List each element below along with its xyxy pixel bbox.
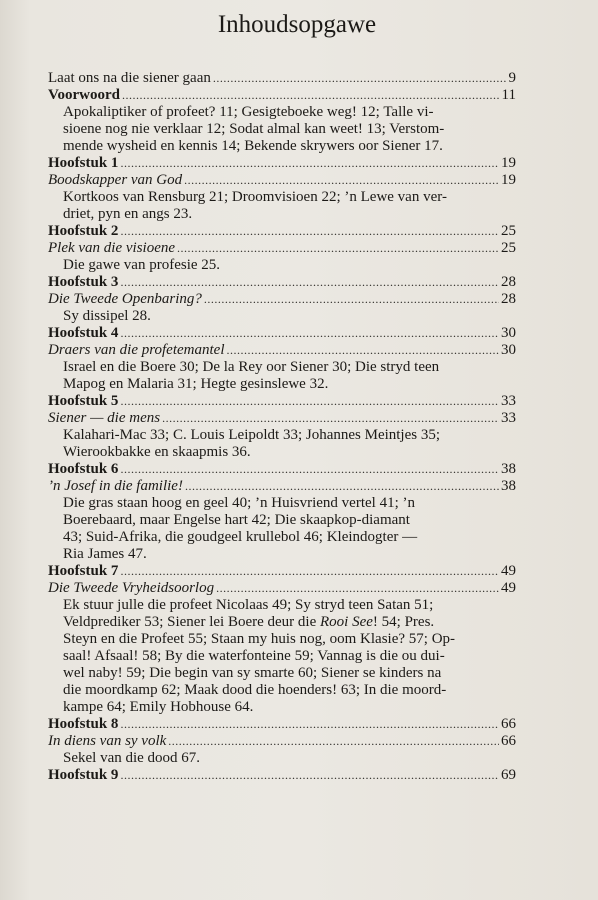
toc-chapter-row xyxy=(48,87,516,104)
dot-leader xyxy=(120,274,499,291)
toc-topics xyxy=(48,597,516,716)
toc-page-number: 69 xyxy=(501,767,516,783)
toc-entry-title: Boodskapper van God xyxy=(48,172,183,188)
page-title: Inhoudsopgawe xyxy=(217,11,377,38)
dot-leader xyxy=(120,461,499,478)
toc-chapter-row xyxy=(48,393,516,410)
toc-subtitle-row xyxy=(48,342,516,359)
toc-page-number: 28 xyxy=(501,274,516,290)
toc-topics xyxy=(48,104,516,155)
toc-topics-line: Die gras staan hoog en geel 40; ’n Huisvriend vertel 41; ’n xyxy=(63,495,415,511)
toc-entry-title: Hoofstuk 2 xyxy=(48,223,119,239)
toc-topics-line: Ek stuur julle die profeet Nicolaas 49; Sy stryd teen Satan 51; xyxy=(63,597,434,613)
toc-page-number: 19 xyxy=(501,155,516,171)
toc-topics-line: Kortkoos van Rensburg 21; Droomvisioen 22; ’n Lewe van ver- xyxy=(63,189,447,205)
toc-topics-line: 43; Suid-Afrika, die goudgeel krullebol 46; Kleindogter — xyxy=(63,529,418,545)
toc-entry-title: Hoofstuk 8 xyxy=(48,716,119,732)
toc-page-number: 9 xyxy=(508,70,516,86)
dot-leader xyxy=(120,767,499,784)
toc-entry-title: In diens van sy volk xyxy=(48,733,167,749)
dot-leader xyxy=(120,393,499,410)
toc-entry-title: Draers van die profetemantel xyxy=(48,342,225,358)
toc-topics xyxy=(48,495,516,563)
toc-subtitle-row xyxy=(48,580,516,597)
toc-chapter-row xyxy=(48,461,516,478)
dot-leader xyxy=(120,716,499,733)
toc-topics-line: Veldprediker 53; Siener lei Boere deur die Rooi See! 54; Pres. xyxy=(63,614,435,630)
toc-page-number: 66 xyxy=(501,733,516,749)
toc-page-number: 11 xyxy=(501,87,516,103)
table-of-contents xyxy=(48,70,516,784)
toc-chapter-row xyxy=(48,767,516,784)
toc-page-number: 28 xyxy=(501,291,516,307)
toc-entry-title: Die Tweede Vryheidsoorlog xyxy=(48,580,215,596)
toc-topics xyxy=(48,750,516,767)
toc-entry-title: Laat ons na die siener gaan xyxy=(48,70,211,86)
dot-leader xyxy=(213,70,507,87)
toc-subtitle-row xyxy=(48,410,516,427)
toc-page-number: 38 xyxy=(501,478,516,494)
toc-entry-title: Die Tweede Openbaring? xyxy=(48,291,202,307)
toc-entry-title: ’n Josef in die familie! xyxy=(48,478,183,494)
toc-page-number: 49 xyxy=(501,563,516,579)
toc-entry-title: Hoofstuk 4 xyxy=(48,325,119,341)
toc-topics xyxy=(48,189,516,223)
toc-subtitle-row xyxy=(48,733,516,750)
toc-subtitle-row xyxy=(48,291,516,308)
toc-topics-line: Wierookbakke en skaapmis 36. xyxy=(63,444,251,460)
toc-subtitle-row xyxy=(48,478,516,495)
toc-entry-title: Hoofstuk 7 xyxy=(48,563,119,579)
dot-leader xyxy=(120,563,499,580)
toc-topics-line: Israel en die Boere 30; De la Rey oor Siener 30; Die stryd teen xyxy=(63,359,440,375)
toc-entry-title: Hoofstuk 5 xyxy=(48,393,119,409)
toc-topics xyxy=(48,359,516,393)
toc-chapter-row xyxy=(48,716,516,733)
dot-leader xyxy=(227,342,500,359)
toc-chapter-row xyxy=(48,155,516,172)
toc-topics-line: Kalahari-Mac 33; C. Louis Leipoldt 33; Johannes Meintjes 35; xyxy=(63,427,441,443)
toc-topics-line: Ria James 47. xyxy=(63,546,147,562)
dot-leader xyxy=(168,733,499,750)
toc-page-number: 33 xyxy=(501,410,516,426)
toc-page-number: 38 xyxy=(501,461,516,477)
toc-topics-line: mende wysheid en kennis 14; Bekende skrywers oor Siener 17. xyxy=(63,138,443,154)
toc-topics-line: wel naby! 59; Die begin van sy smarte 60; Siener se kinders na xyxy=(63,665,442,681)
dot-leader xyxy=(122,87,500,104)
toc-page-number: 30 xyxy=(501,325,516,341)
dot-leader xyxy=(120,325,499,342)
toc-entry-title: Voorwoord xyxy=(48,87,120,103)
toc-chapter-row xyxy=(48,274,516,291)
toc-entry-title: Hoofstuk 6 xyxy=(48,461,119,477)
toc-topics-line: Sekel van die dood 67. xyxy=(63,750,201,766)
toc-entry-title: Siener — die mens xyxy=(48,410,161,426)
dot-leader xyxy=(216,580,499,597)
toc-page-number: 66 xyxy=(501,716,516,732)
toc-topics-line: saal! Afsaal! 58; By die waterfonteine 59; Vannag is die ou dui- xyxy=(63,648,445,664)
dot-leader xyxy=(177,240,499,257)
toc-topics-line: driet, pyn en angs 23. xyxy=(63,206,193,222)
toc-topics-line: Boerebaard, maar Engelse hart 42; Die skaapkop-diamant xyxy=(63,512,410,528)
toc-entry-title: Hoofstuk 9 xyxy=(48,767,119,783)
toc-topics-line: Die gawe van profesie 25. xyxy=(63,257,221,273)
toc-chapter-row xyxy=(48,325,516,342)
dot-leader xyxy=(120,155,499,172)
toc-page-number: 19 xyxy=(501,172,516,188)
toc-chapter-row xyxy=(48,563,516,580)
toc-topics-line: Steyn en die Profeet 55; Staan my huis nog, oom Klasie? 57; Op- xyxy=(63,631,456,647)
toc-page-number: 33 xyxy=(501,393,516,409)
toc-subtitle-row xyxy=(48,172,516,189)
toc-topics xyxy=(48,427,516,461)
toc-entry-title: Hoofstuk 3 xyxy=(48,274,119,290)
toc-subtitle-row xyxy=(48,240,516,257)
dot-leader xyxy=(184,172,499,189)
toc-topics xyxy=(48,257,516,274)
toc-topics-line: Mapog en Malaria 31; Hegte gesinslewe 32. xyxy=(63,376,329,392)
toc-page-number: 25 xyxy=(501,223,516,239)
toc-chapter-row xyxy=(48,223,516,240)
dot-leader xyxy=(185,478,499,495)
toc-topics xyxy=(48,308,516,325)
toc-topics-line: Apokaliptiker of profeet? 11; Gesigteboeke weg! 12; Talle vi- xyxy=(63,104,434,120)
dot-leader xyxy=(120,223,499,240)
toc-topics-line: Sy dissipel 28. xyxy=(63,308,151,324)
toc-page-number: 49 xyxy=(501,580,516,596)
dot-leader xyxy=(162,410,499,427)
toc-entry-row xyxy=(48,70,516,87)
toc-page-number: 25 xyxy=(501,240,516,256)
toc-entry-title: Hoofstuk 1 xyxy=(48,155,119,171)
toc-entry-title: Plek van die visioene xyxy=(48,240,176,256)
toc-topics-line: die moordkamp 62; Maak dood die hoenders! 63; In die moord- xyxy=(63,682,447,698)
toc-page-number: 30 xyxy=(501,342,516,358)
toc-topics-line: sioene nog nie verklaar 12; Sodat almal kan weet! 13; Verstom- xyxy=(63,121,445,137)
dot-leader xyxy=(204,291,499,308)
toc-topics-line: kampe 64; Emily Hobhouse 64. xyxy=(63,699,254,715)
